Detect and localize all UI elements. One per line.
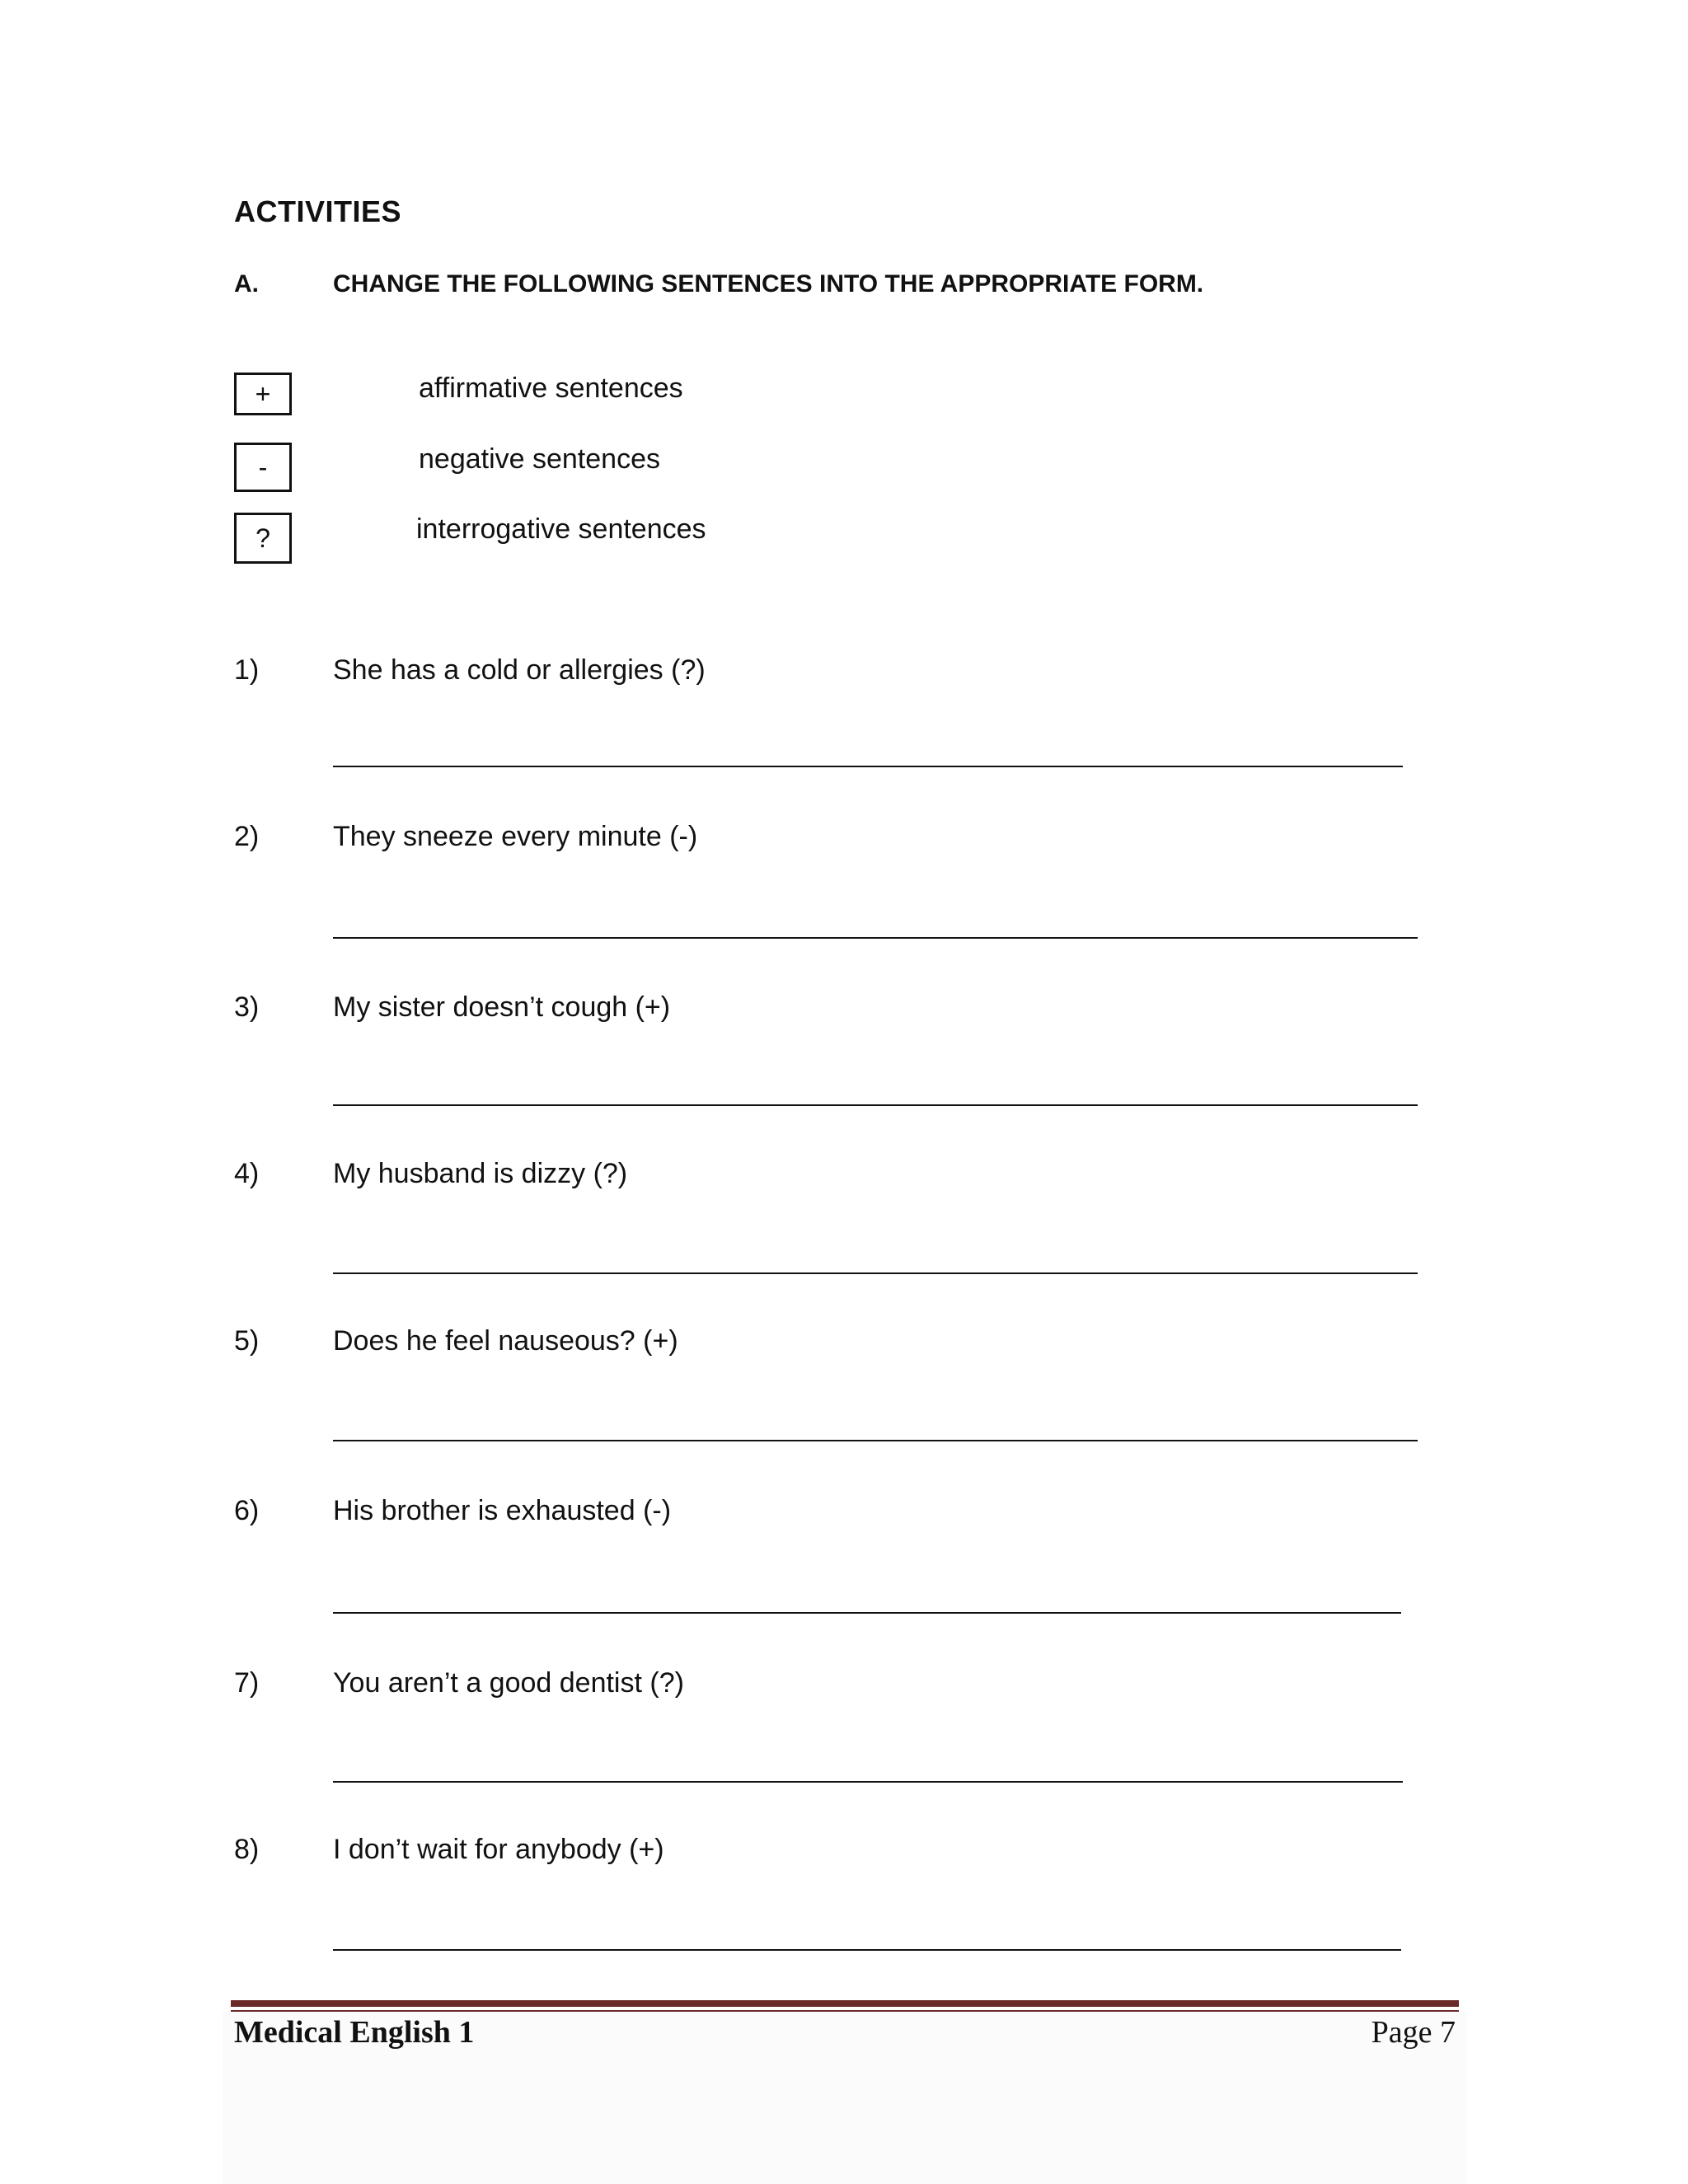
- item-number: 3): [234, 991, 260, 1023]
- item-number: 2): [234, 821, 260, 852]
- item-text: My sister doesn’t cough (+): [333, 991, 671, 1023]
- answer-line[interactable]: [333, 1272, 1418, 1274]
- section-letter: A.: [234, 270, 259, 298]
- item-text: They sneeze every minute (-): [333, 821, 698, 852]
- answer-line[interactable]: [333, 1440, 1418, 1441]
- footer-divider: [231, 2000, 1459, 2007]
- legend-symbol-affirmative: +: [234, 373, 292, 415]
- item-text: My husband is dizzy (?): [333, 1158, 628, 1189]
- item-number: 8): [234, 1834, 260, 1865]
- item-number: 5): [234, 1325, 260, 1357]
- section-instruction: CHANGE THE FOLLOWING SENTENCES INTO THE APPROPRIATE FORM.: [333, 270, 1204, 298]
- item-number: 7): [234, 1667, 260, 1699]
- item-number: 1): [234, 654, 260, 686]
- answer-line[interactable]: [333, 937, 1418, 939]
- item-text: Does he feel nauseous? (+): [333, 1325, 678, 1357]
- item-number: 4): [234, 1158, 260, 1189]
- answer-line[interactable]: [333, 1104, 1418, 1106]
- answer-line[interactable]: [333, 1949, 1401, 1951]
- answer-line[interactable]: [333, 766, 1403, 767]
- legend-label-negative: negative sentences: [419, 443, 660, 475]
- footer-divider-thin: [231, 2010, 1459, 2012]
- legend-symbol-interrogative: ?: [234, 513, 292, 564]
- item-text: She has a cold or allergies (?): [333, 654, 706, 686]
- answer-line[interactable]: [333, 1612, 1401, 1614]
- item-text: You aren’t a good dentist (?): [333, 1667, 684, 1699]
- legend-label-affirmative: affirmative sentences: [419, 373, 683, 404]
- legend-label-interrogative: interrogative sentences: [416, 513, 706, 545]
- item-number: 6): [234, 1495, 260, 1526]
- legend-symbol-negative: -: [234, 443, 292, 492]
- answer-line[interactable]: [333, 1781, 1403, 1783]
- footer-title: Medical English 1: [234, 2015, 475, 2050]
- footer-page-number: Page 7: [1371, 2015, 1456, 2050]
- item-text: His brother is exhausted (-): [333, 1495, 672, 1526]
- page-heading: ACTIVITIES: [234, 194, 402, 228]
- item-text: I don’t wait for anybody (+): [333, 1834, 664, 1865]
